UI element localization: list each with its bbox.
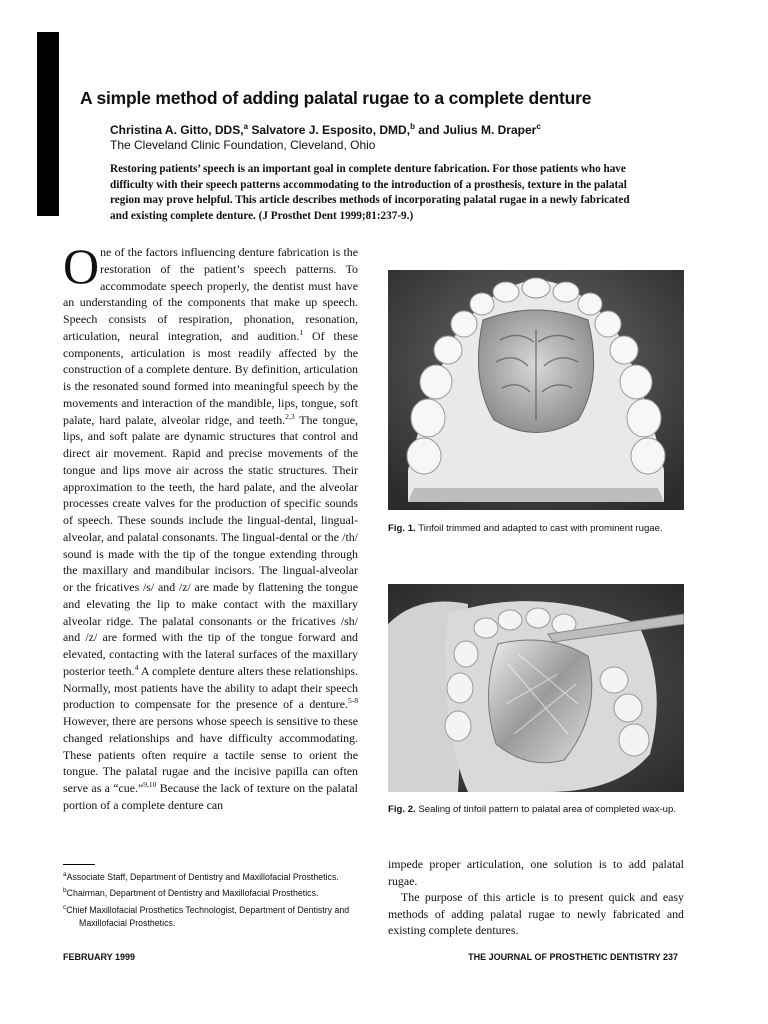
author-3: and Julius M. Draper: [414, 123, 537, 137]
drop-cap: O: [63, 238, 100, 294]
continuation-paragraph: impede proper articulation, one solution is to add palatal rugae.: [388, 857, 684, 888]
footnotes: [63, 868, 358, 931]
author-2-mark: b: [410, 122, 415, 131]
footnote-b-text: Chairman, Department of Dentistry and Maxillofacial Prosthetics.: [66, 888, 319, 899]
body-text-6: Because the lack of texture on the palatal portion of a complete denture can: [63, 781, 358, 812]
footnote-c-text: Chief Maxillofacial Prosthetics Technologist, Department of Dentistry and Maxillofacial Prosthetics.: [66, 904, 350, 929]
body-text-1: ne of the factors influencing denture fabrication is the restoration of the patient’s speech patterns. To accommodate speech properly, the dentist must have an understanding of the components that make up speech. Speech consists of respiration, phonation, resonation, articulation, neural integration, and audition.: [63, 245, 358, 343]
intro-paragraph: [63, 238, 358, 814]
body-text-5: However, there are persons whose speech is sensitive to these changed relationships and have difficulty accommodating. These patients often require a tactile sense to orient the tongue. The palatal rugae and the incisive papilla can often serve as a “cue.”: [63, 714, 358, 795]
footnote-rule: [63, 864, 95, 865]
footer-date: FEBRUARY 1999: [63, 952, 136, 962]
ref-5: 9,10: [143, 780, 157, 790]
figure-1-label: Fig. 1.: [388, 523, 416, 534]
author-1-mark: a: [243, 122, 249, 131]
author-3-mark: c: [536, 122, 541, 131]
side-marker-bar: [37, 32, 59, 216]
denture-waxup-photo: [388, 584, 684, 792]
ref-4: 5-8: [348, 696, 358, 706]
body-text-3: The tongue, lips, and soft palate are dynamic structures that control and direct air movement. Rapid and precise movements of the tongue and lips move air across the static structures. Their approximation to the teeth, the hard palate, and the alveolar processes create valves for the production of specific sounds of speech. These sounds include the lingual-dental, lingual-alveolar, and palatal consonants. The lingual-dental or the /th/ sound is made with the tip of the tongue extending through the maxillary and mandibular incisors. The lingual-alveolar or the fricatives /s/ and /z/ are made by flattening the tongue and elevating the lip to make contact with the maxillary alveolar ridge. The palatal consonants or the fricatives /sh/ and /z/ are formed with the tip of the tongue forward and elevated, contacting with the lateral surfaces of the maxillary posterior teeth.: [63, 412, 358, 678]
left-column: [63, 238, 358, 814]
author-1: Christina A. Gitto, DDS,: [110, 123, 244, 137]
figure-2-caption: [388, 802, 684, 817]
affiliation: The Cleveland Clinic Foundation, Cleveland, Ohio: [110, 138, 376, 152]
footnote-c-mark: c: [63, 903, 67, 911]
figure-2-caption-text: Sealing of tinfoil pattern to palatal area of completed wax-up.: [415, 804, 676, 815]
body-text-4: A complete denture alters these relationships. Normally, most patients have the ability to adapt their speech production to compensate for the presence of a denture.: [63, 663, 358, 712]
footnote-a-mark: a: [63, 871, 67, 878]
figure-2-label: Fig. 2.: [388, 804, 416, 815]
footnote-b: [63, 884, 358, 900]
figure-2-image: [388, 584, 684, 792]
body-text-2: Of these components, articulation is most readily affected by the construction of a complete denture. By definition, articulation is the resonated sound formed into meaningful speech by the movements and interaction of the mandible, lips, tongue, soft palate, hard palate, alveolar ridge, and teeth.: [63, 328, 358, 427]
right-column-text: [388, 856, 684, 939]
abstract: Restoring patients’ speech is an important goal in complete denture fabrication. For those patients who have difficulty with their speech patterns accommodating to the introduction of a prosthesis, texture in the palatal region may prove helpful. This article describes methods of incorporating palatal rugae in a newly fabricated and existing complete denture. (J Prosthet Dent 1999;81:237-9.): [110, 163, 630, 222]
dental-cast-photo: [388, 270, 684, 510]
footnote-b-mark: b: [63, 887, 67, 895]
figure-1-image: [388, 270, 684, 510]
figure-1-caption-text: Tinfoil trimmed and adapted to cast with prominent rugae.: [415, 523, 663, 534]
figure-1-caption: [388, 521, 684, 536]
footer-journal-page: THE JOURNAL OF PROSTHETIC DENTISTRY 237: [468, 952, 678, 962]
ref-3: 4: [134, 662, 139, 672]
author-2: Salvatore J. Esposito, DMD,: [248, 123, 411, 137]
article-title: A simple method of adding palatal rugae to a complete denture: [80, 88, 592, 108]
footnote-a: [63, 868, 358, 884]
purpose-paragraph: The purpose of this article is to present quick and easy methods of adding palatal rugae to newly fabricated and existing complete dentures.: [388, 890, 684, 937]
author-line: [110, 122, 710, 137]
ref-1: 1: [299, 327, 304, 337]
footnote-a-text: Associate Staff, Department of Dentistry and Maxillofacial Prosthetics.: [66, 871, 339, 882]
footnote-c: [63, 901, 358, 931]
ref-2: 2,3: [285, 411, 295, 421]
